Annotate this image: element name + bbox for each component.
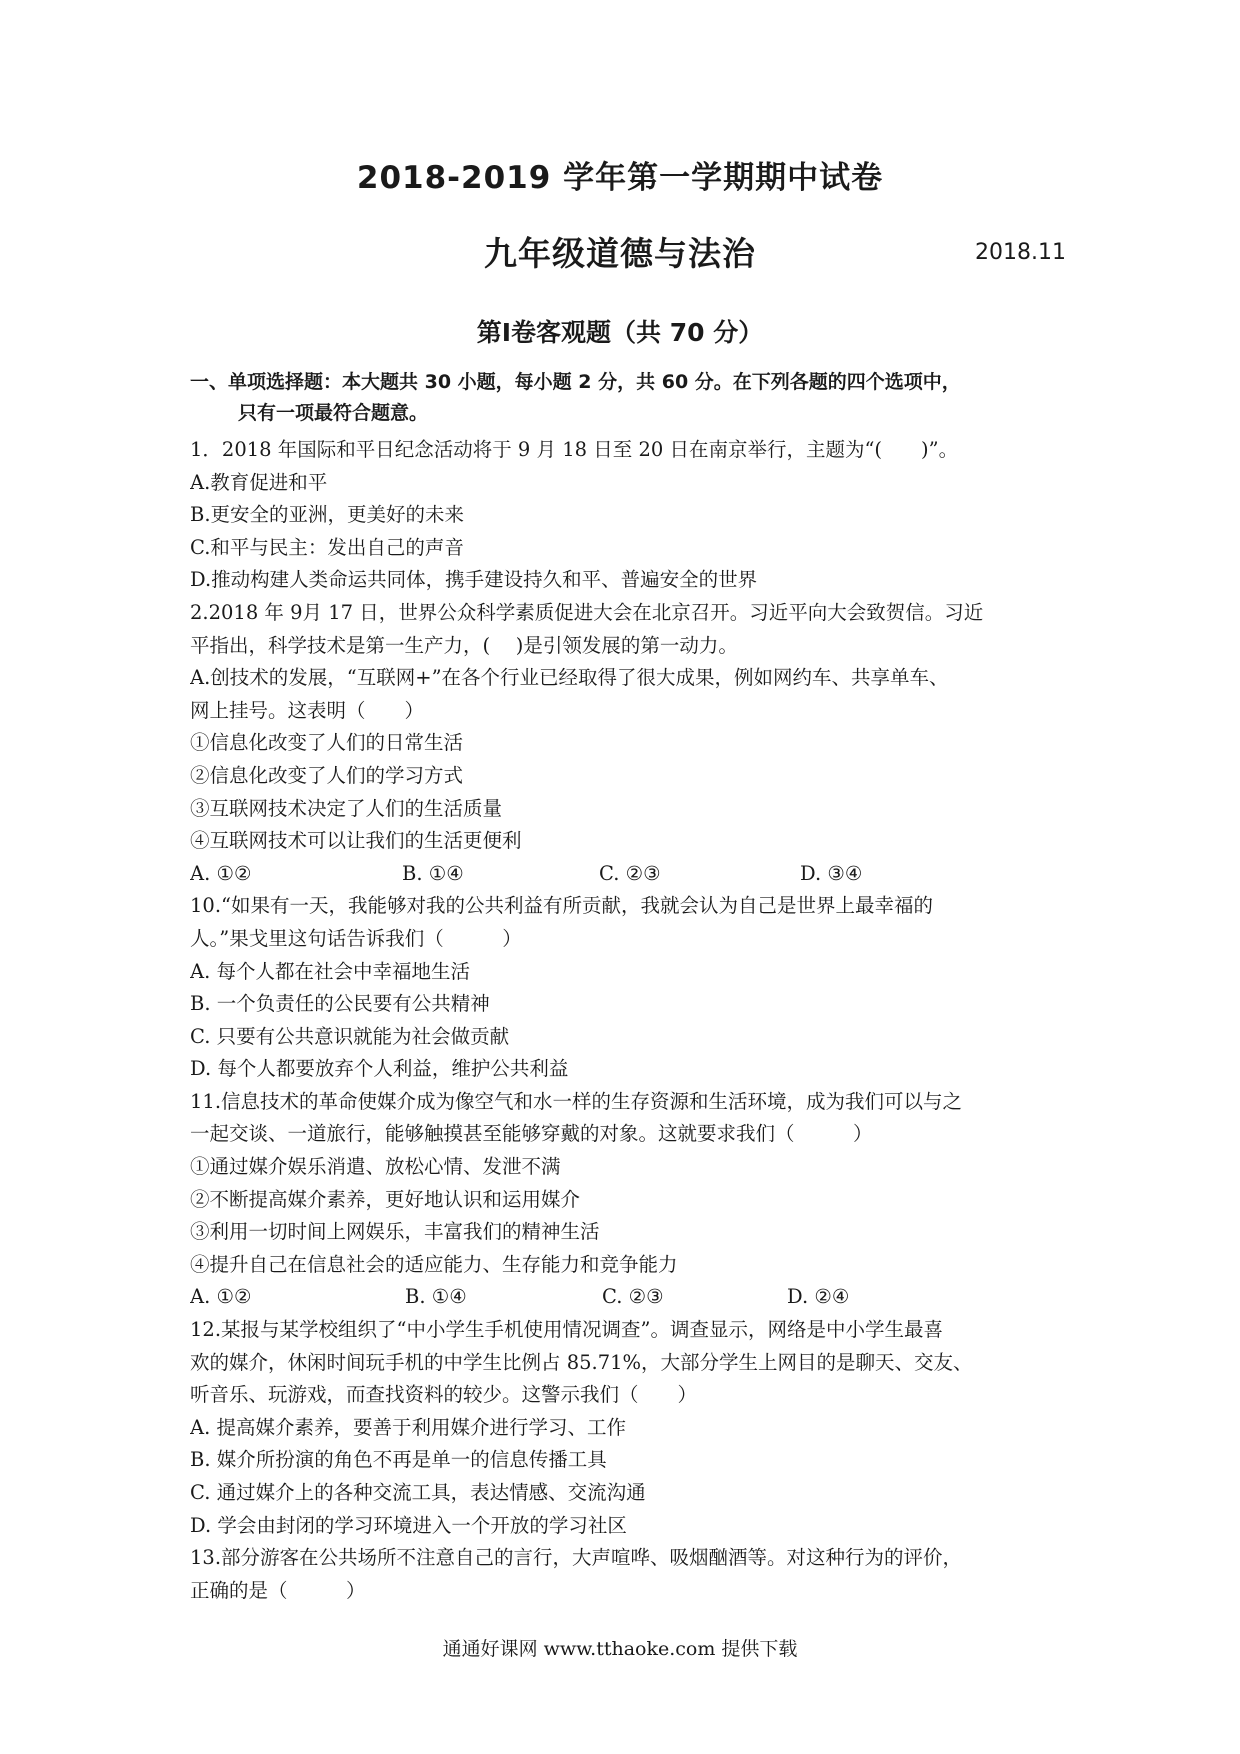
text-line: 1．2018 年国际和平日纪念活动将于 9 月 18 日至 20 日在南京举行，主题为“( )”。 bbox=[190, 438, 959, 461]
answer-options bbox=[190, 1281, 1065, 1314]
text-line: B.更安全的亚洲，更美好的未来 bbox=[190, 503, 465, 527]
text-line: A.教育促进和平 bbox=[190, 470, 328, 494]
text-line: D. 每个人都要放弃个人利益，维护公共利益 bbox=[190, 1057, 569, 1081]
text-line: ②不断提高媒介素养，更好地认识和运用媒介 bbox=[190, 1187, 581, 1211]
text-line: B. 媒介所扮演的角色不再是单一的信息传播工具 bbox=[190, 1448, 607, 1472]
text-line: ①通过媒介娱乐消遣、放松心情、发泄不满 bbox=[190, 1155, 561, 1179]
option-d: D. ③④ bbox=[800, 861, 863, 885]
page-footer: 通通好课网 www.tthaoke.com 提供下载 bbox=[442, 1638, 798, 1660]
option-b: B. ①④ bbox=[402, 861, 464, 885]
exam-title: 2018-2019 学年第一学期期中试卷 bbox=[356, 160, 884, 196]
text-line: D. 学会由封闭的学习环境进入一个开放的学习社区 bbox=[190, 1513, 627, 1537]
text-line: ②信息化改变了人们的学习方式 bbox=[190, 763, 464, 787]
text-line: 12.某报与某学校组织了“中小学生手机使用情况调查”。调查显示，网络是中小学生最喜 bbox=[190, 1318, 943, 1342]
text-line: 11.信息技术的革命使媒介成为像空气和水一样的生存资源和生活环境，成为我们可以与之 bbox=[190, 1089, 963, 1113]
text-line: A. 每个人都在社会中幸福地生活 bbox=[190, 959, 470, 983]
instructions bbox=[190, 367, 1060, 429]
text-line: ④提升自己在信息社会的适应能力、生存能力和竞争能力 bbox=[190, 1252, 678, 1276]
text-line: 13.部分游客在公共场所不注意自己的言行，大声喧哗、吸烟酗酒等。对这种行为的评价， bbox=[190, 1546, 963, 1570]
text-line: 人。”果戈里这句话告诉我们（ ） bbox=[190, 926, 522, 950]
text-line: 欢的媒介，休闲时间玩手机的中学生比例占 85.71%，大部分学生上网目的是聊天、交友、 bbox=[190, 1350, 973, 1374]
option-c: C. ②③ bbox=[602, 1285, 664, 1309]
text-line: ④互联网技术可以让我们的生活更便利 bbox=[190, 829, 522, 853]
text-line: 听音乐、玩游戏，而查找资料的较少。这警示我们（ ） bbox=[190, 1383, 698, 1407]
text-line: ③利用一切时间上网娱乐，丰富我们的精神生活 bbox=[190, 1220, 600, 1244]
option-a: A. ①② bbox=[190, 861, 252, 885]
text-line: D.推动构建人类命运共同体，携手建设持久和平、普遍安全的世界 bbox=[190, 568, 758, 592]
option-a: A. ①② bbox=[190, 1285, 252, 1309]
option-b: B. ①④ bbox=[405, 1285, 467, 1309]
text-line: C.和平与民主：发出自己的声音 bbox=[190, 535, 464, 559]
text-line: 10.“如果有一天，我能够对我的公共利益有所贡献，我就会认为自己是世界上最幸福的 bbox=[190, 894, 933, 918]
instruction-line-1: 一、单项选择题：本大题共 30 小题，每小题 2 分，共 60 分。在下列各题的四个选项中， bbox=[190, 371, 961, 393]
text-line: A. 提高媒介素养，要善于利用媒介进行学习、工作 bbox=[190, 1415, 626, 1439]
question-body bbox=[190, 434, 1065, 1607]
text-line: 网上挂号。这表明（ ） bbox=[190, 698, 425, 722]
text-line: 2.2018 年 9月 17 日，世界公众科学素质促进大会在北京召开。习近平向大会致贺信。习近 bbox=[190, 600, 984, 624]
exam-subtitle: 九年级道德与法治 bbox=[484, 234, 756, 273]
exam-date: 2018.11 bbox=[975, 240, 1066, 265]
text-line: 正确的是（ ） bbox=[190, 1578, 366, 1602]
text-line: B. 一个负责任的公民要有公共精神 bbox=[190, 992, 490, 1016]
text-line: ①信息化改变了人们的日常生活 bbox=[190, 731, 464, 755]
text-line: ③互联网技术决定了人们的生活质量 bbox=[190, 796, 503, 820]
answer-options bbox=[190, 858, 1065, 891]
option-d: D. ②④ bbox=[787, 1285, 850, 1309]
text-line: A.创技术的发展，“互联网+”在各个行业已经取得了很大成果，例如网约车、共享单车、 bbox=[190, 666, 949, 690]
option-c: C. ②③ bbox=[599, 861, 661, 885]
text-line: 一起交谈、一道旅行，能够触摸甚至能够穿戴的对象。这就要求我们（ ） bbox=[190, 1122, 873, 1146]
text-line: C. 只要有公共意识就能为社会做贡献 bbox=[190, 1024, 510, 1048]
instruction-line-2: 只有一项最符合题意。 bbox=[238, 402, 429, 424]
section-heading: 第Ⅰ卷客观题（共 70 分） bbox=[476, 318, 764, 347]
text-line: C. 通过媒介上的各种交流工具，表达情感、交流沟通 bbox=[190, 1481, 646, 1504]
text-line: 平指出，科学技术是第一生产力，( )是引领发展的第一动力。 bbox=[190, 633, 738, 657]
